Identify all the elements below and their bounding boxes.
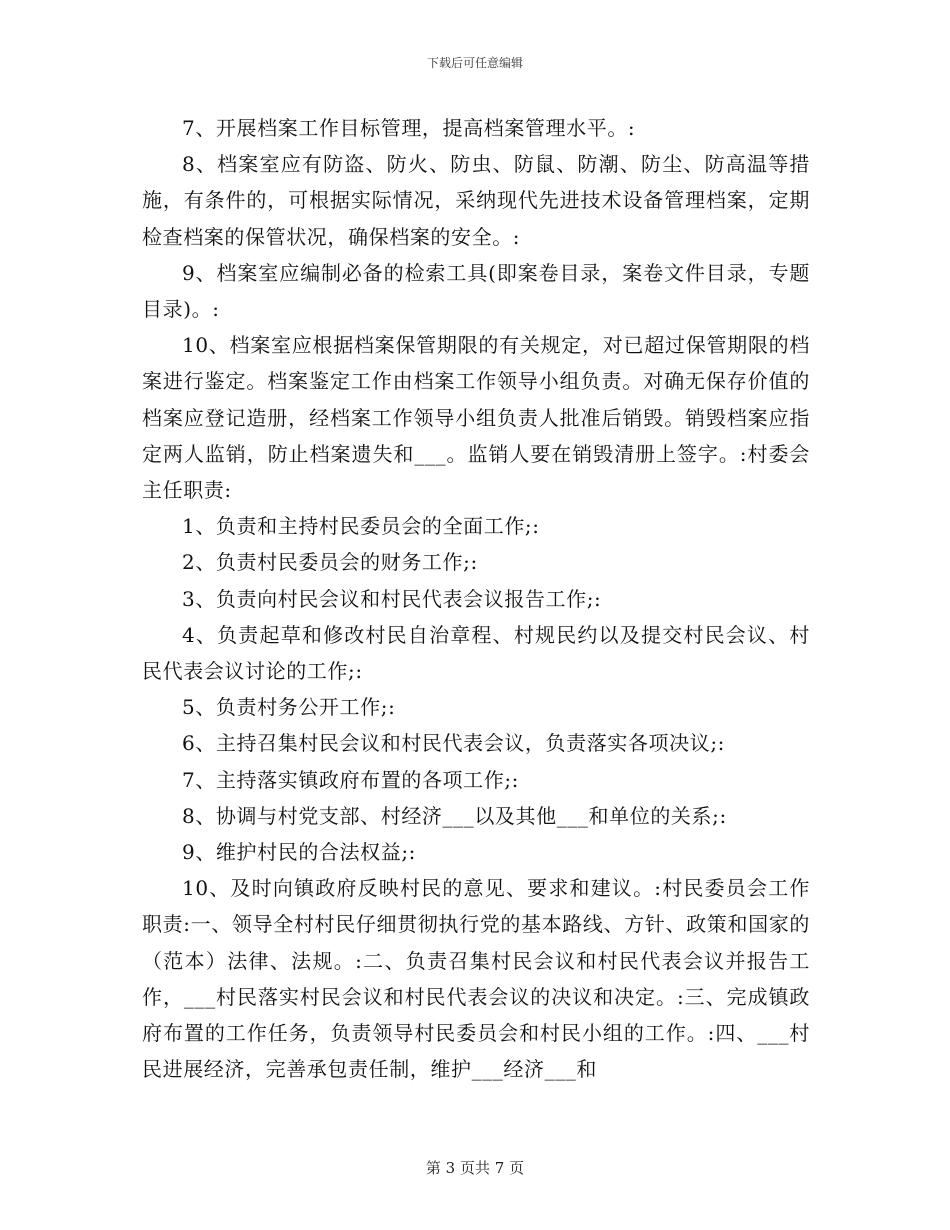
paragraph: 1、负责和主持村民委员会的全面工作;: <box>182 514 540 539</box>
paragraph: 4、负责起草和修改村民自治章程、村规民约以及提交村民会议、村民代表会议讨论的工作;: <box>142 622 810 684</box>
page-footer: 第 3 页共 7 页 <box>425 1159 525 1177</box>
document-body <box>142 110 810 1087</box>
paragraph: 10、及时向镇政府反映村民的意见、要求和建议。:村民委员会工作职责:一、领导全村村民仔细贯彻执行党的基本路线、方针、政策和国家的（范本）法律、法规。:二、负责召集村民会议和村民代表会议并报告工作，___村民落实村民会议和村民代表会议的决议和决定。:三、完成镇政府布置的工作任务，负责领导村民委员会和村民小组的工作。:四、___村民进展经济，完善承包责任制，维护___经济___和 <box>142 876 810 1082</box>
paragraph: 10、档案室应根据档案保管期限的有关规定，对已超过保管期限的档案进行鉴定。档案鉴定工作由档案工作领导小组负责。对确无保存价值的档案应登记造册，经档案工作领导小组负责人批准后销毁。销毁档案应指定两人监销，防止档案遗失和___。监销人要在销毁清册上签字。:村委会主任职责: <box>142 333 810 503</box>
paragraph: 5、负责村务公开工作;: <box>182 695 396 720</box>
page-header: 下载后可任意编辑 <box>426 56 523 70</box>
paragraph: 2、负责村民委员会的财务工作;: <box>182 550 478 575</box>
paragraph: 9、维护村民的合法权益;: <box>182 840 417 865</box>
paragraph: 7、主持落实镇政府布置的各项工作;: <box>182 767 520 792</box>
paragraph: 8、档案室应有防盗、防火、防虫、防鼠、防潮、防尘、防高温等措施，有条件的，可根据实际情况，采纳现代先进技术设备管理档案，定期检查档案的保管状况，确保档案的安全。: <box>142 152 810 249</box>
paragraph: 7、开展档案工作目标管理，提高档案管理水平。: <box>182 116 636 140</box>
paragraph: 6、主持召集村民会议和村民代表会议，负责落实各项决议;: <box>182 731 726 756</box>
paragraph: 9、档案室应编制必备的检索工具(即案卷目录，案卷文件目录，专题目录)。: <box>142 260 810 322</box>
paragraph: 8、协调与村党支部、村经济___以及其他___和单位的关系;: <box>182 803 727 828</box>
paragraph: 3、负责向村民会议和村民代表会议报告工作;: <box>182 586 602 611</box>
